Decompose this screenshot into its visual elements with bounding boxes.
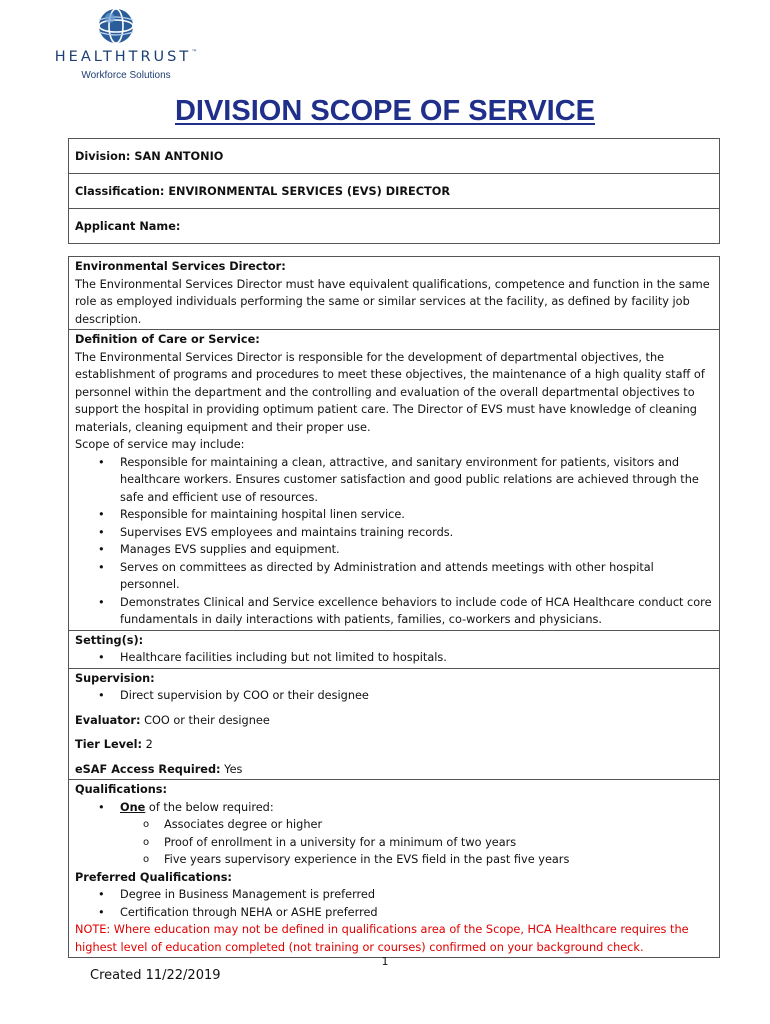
list-item: • Demonstrates Clinical and Service excellence behaviors to include code of HCA Healthcare conduct core fundamentals in daily interactions with patients, families, co-workers and physicians. <box>75 594 713 629</box>
logo-subtitle: Workforce Solutions <box>81 70 171 81</box>
settings-list <box>75 649 713 667</box>
preferred-heading: Preferred Qualifications: <box>75 870 232 884</box>
section-heading: Definition of Care or Service: <box>75 333 260 346</box>
healthtrust-logo <box>46 6 206 82</box>
list-item: • Healthcare facilities including but not limited to hospitals. <box>75 649 713 667</box>
qualifications-section <box>69 780 719 957</box>
list-item: • Supervises EVS employees and maintains training records. <box>75 524 713 542</box>
logo-wordmark: HEALTHTRUST™ <box>54 49 198 65</box>
definition-section <box>69 330 719 631</box>
list-item: o Proof of enrollment in a university for a minimum of two years <box>75 834 713 852</box>
scope-details-table <box>68 256 720 958</box>
qualifications-list <box>75 799 713 817</box>
director-section <box>69 257 719 330</box>
classification-field: Classification: ENVIRONMENTAL SERVICES (EVS) DIRECTOR <box>69 174 719 209</box>
list-item: • Certification through NEHA or ASHE preferred <box>75 904 713 922</box>
qualification-options <box>75 816 713 869</box>
header-fields-table <box>68 138 720 244</box>
supervision-list <box>75 687 713 705</box>
list-item: o Associates degree or higher <box>75 816 713 834</box>
education-note: NOTE: Where education may not be defined in qualifications area of the Scope, HCA Healthcare requires the highest level of education completed (not training or courses) confirmed on your background check. <box>75 923 689 954</box>
supervision-section <box>69 669 719 781</box>
section-heading: Environmental Services Director: <box>75 260 286 273</box>
evaluator-line: Evaluator: COO or their designee <box>75 713 270 727</box>
list-item: • Responsible for maintaining hospital linen service. <box>75 506 713 524</box>
esaf-access-line: eSAF Access Required: Yes <box>75 762 243 776</box>
scope-list <box>75 454 713 629</box>
globe-logo-icon <box>96 6 136 46</box>
list-item: • Manages EVS supplies and equipment. <box>75 541 713 559</box>
applicant-name-field: Applicant Name: <box>75 219 181 233</box>
page-title: DIVISION SCOPE OF SERVICE <box>174 95 596 127</box>
list-item: • Direct supervision by COO or their designee <box>75 687 713 705</box>
settings-section <box>69 631 719 669</box>
section-heading: Qualifications: <box>75 783 168 796</box>
created-date: Created 11/22/2019 <box>90 968 221 983</box>
list-item: • Degree in Business Management is preferred <box>75 886 713 904</box>
list-item: • Serves on committees as directed by Administration and attends meetings with other hospital personnel. <box>75 559 713 594</box>
page-number: 1 <box>381 955 389 968</box>
director-text: The Environmental Services Director must have equivalent qualifications, competence and function in the same role as employed individuals performing the same or similar services at the facility, as defined by facility job description. <box>75 277 710 326</box>
section-heading: Supervision: <box>75 671 155 685</box>
division-field: Division: SAN ANTONIO <box>69 139 719 174</box>
tier-level-line: Tier Level: 2 <box>75 738 153 751</box>
scope-label: Scope of service may include: <box>75 438 245 451</box>
list-item: o Five years supervisory experience in the EVS field in the past five years <box>75 851 713 869</box>
section-heading: Setting(s): <box>75 633 144 647</box>
list-item: • One of the below required: <box>75 799 713 817</box>
preferred-list <box>75 886 713 921</box>
list-item: • Responsible for maintaining a clean, attractive, and sanitary environment for patients, visitors and healthcare workers. Ensures customer satisfaction and good public relations are achieved through the safe and efficient use of resources. <box>75 454 713 507</box>
definition-text: The Environmental Services Director is responsible for the development of departmental objectives, the establishment of programs and procedures to meet these objectives, the maintenance of a high quality staff of personnel within the department and the controlling and evaluation of the overall departmental objectives to support the hospital in providing optimum patient care. The Director of EVS must have knowledge of cleaning materials, cleaning equipment and their proper use. <box>75 350 705 434</box>
